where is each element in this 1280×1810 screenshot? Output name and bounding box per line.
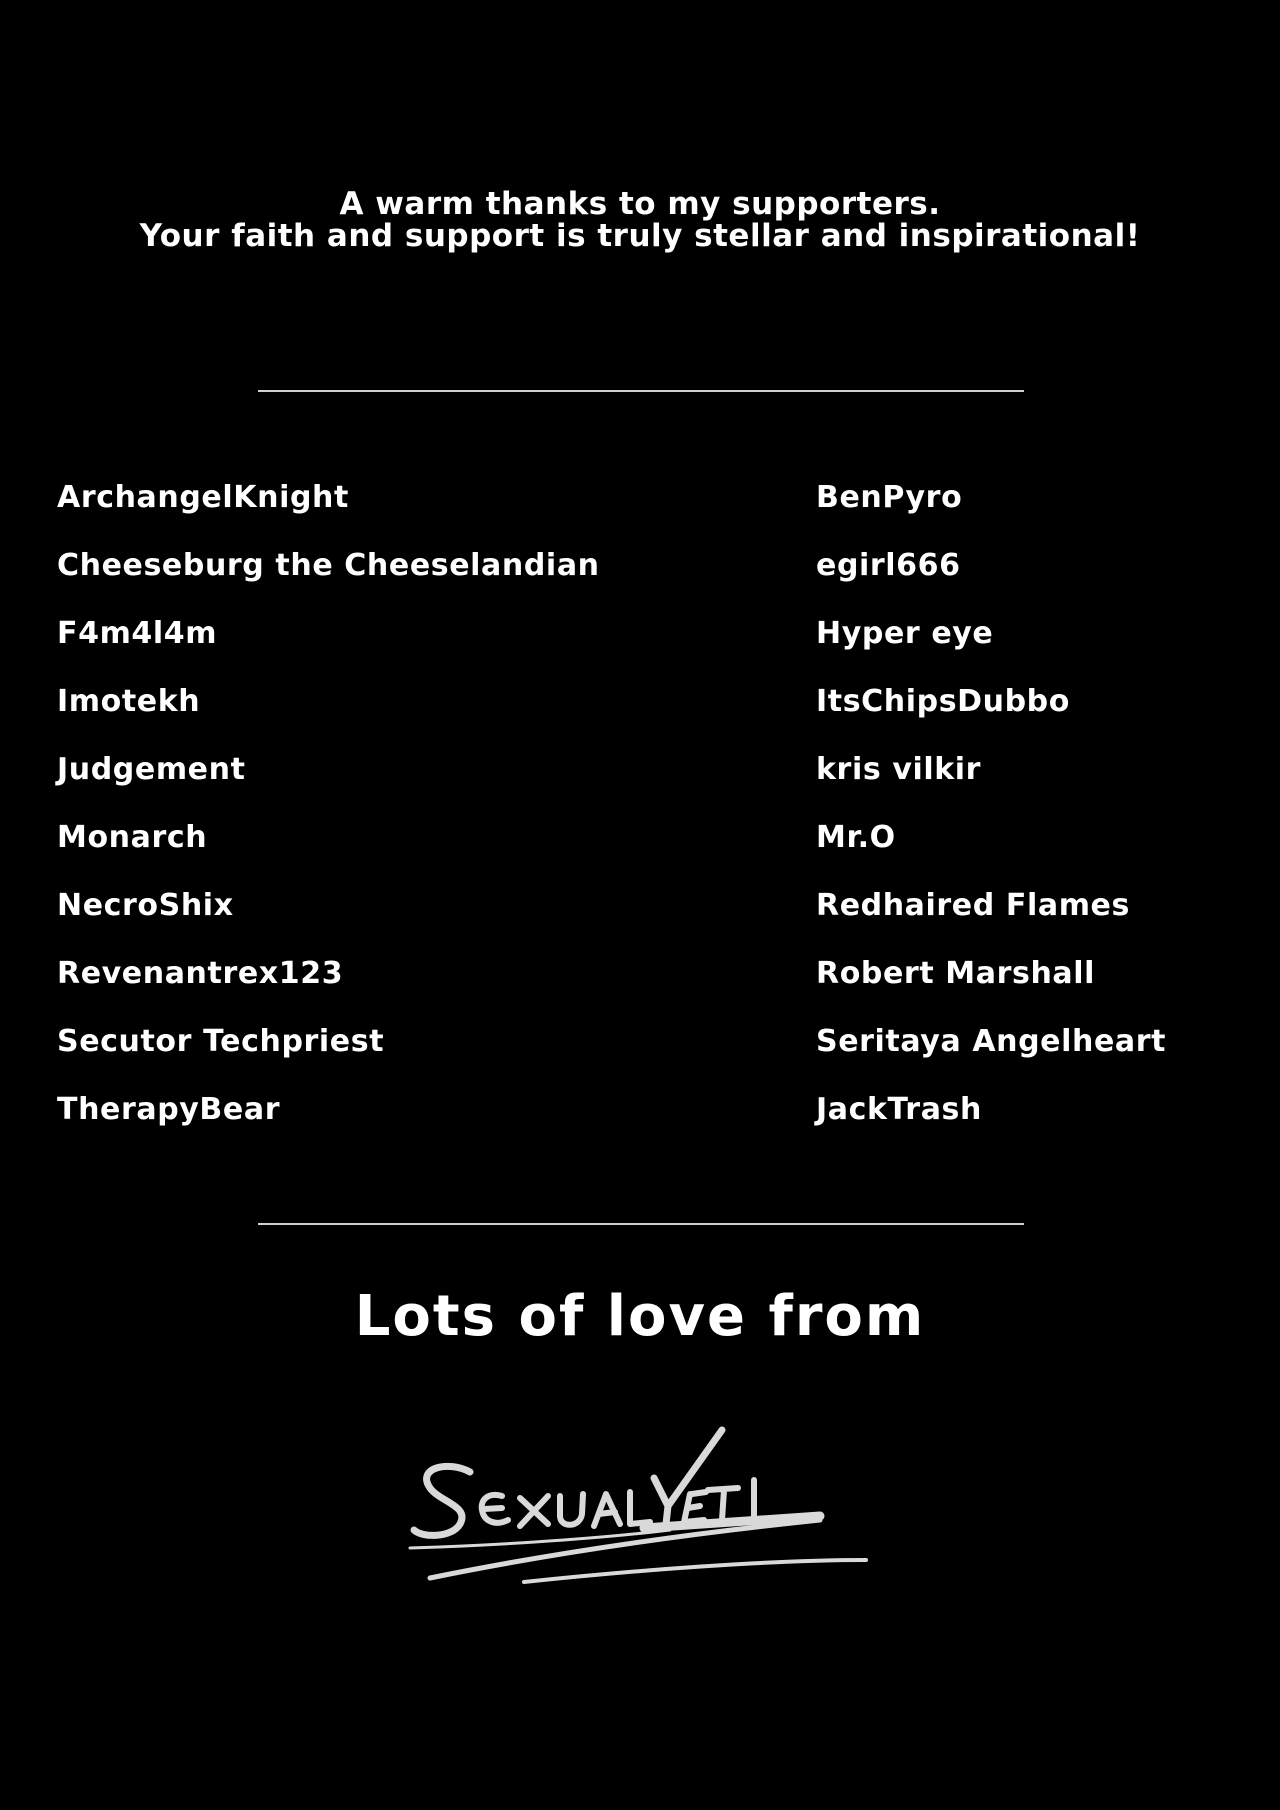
supporter-name: Mr.O xyxy=(816,820,896,855)
thanks-line-2: Your faith and support is truly stellar and inspirational! xyxy=(139,218,1141,254)
supporter-name: F4m4l4m xyxy=(57,616,218,651)
supporters-left-column xyxy=(57,478,757,1158)
supporter-name: egirl666 xyxy=(816,548,961,583)
supporter-name: Redhaired Flames xyxy=(816,888,1130,923)
supporters-right-column xyxy=(816,478,1276,1158)
supporter-name: Judgement xyxy=(57,752,246,787)
supporter-name: JackTrash xyxy=(816,1092,982,1127)
bottom-divider xyxy=(258,1223,1024,1225)
signature-image xyxy=(408,1420,878,1610)
supporter-name: ItsChipsDubbo xyxy=(816,684,1070,719)
closing-message: Lots of love from xyxy=(354,1284,926,1349)
thanks-message xyxy=(0,188,1280,252)
supporter-name: Cheeseburg the Cheeselandian xyxy=(57,548,600,583)
supporter-name: Hyper eye xyxy=(816,616,994,651)
supporter-name: Seritaya Angelheart xyxy=(816,1024,1167,1059)
supporter-name: Revenantrex123 xyxy=(57,956,344,991)
supporter-name: Imotekh xyxy=(57,684,201,719)
supporter-name: NecroShix xyxy=(57,888,234,923)
top-divider xyxy=(258,390,1024,392)
supporter-name: kris vilkir xyxy=(816,752,982,787)
supporter-name: TherapyBear xyxy=(57,1092,281,1127)
supporter-name: ArchangelKnight xyxy=(57,480,349,515)
supporter-name: Secutor Techpriest xyxy=(57,1024,385,1059)
supporter-name: Monarch xyxy=(57,820,208,855)
thanks-line-1: A warm thanks to my supporters. xyxy=(339,186,941,222)
supporter-name: BenPyro xyxy=(816,480,963,515)
supporter-name: Robert Marshall xyxy=(816,956,1096,991)
